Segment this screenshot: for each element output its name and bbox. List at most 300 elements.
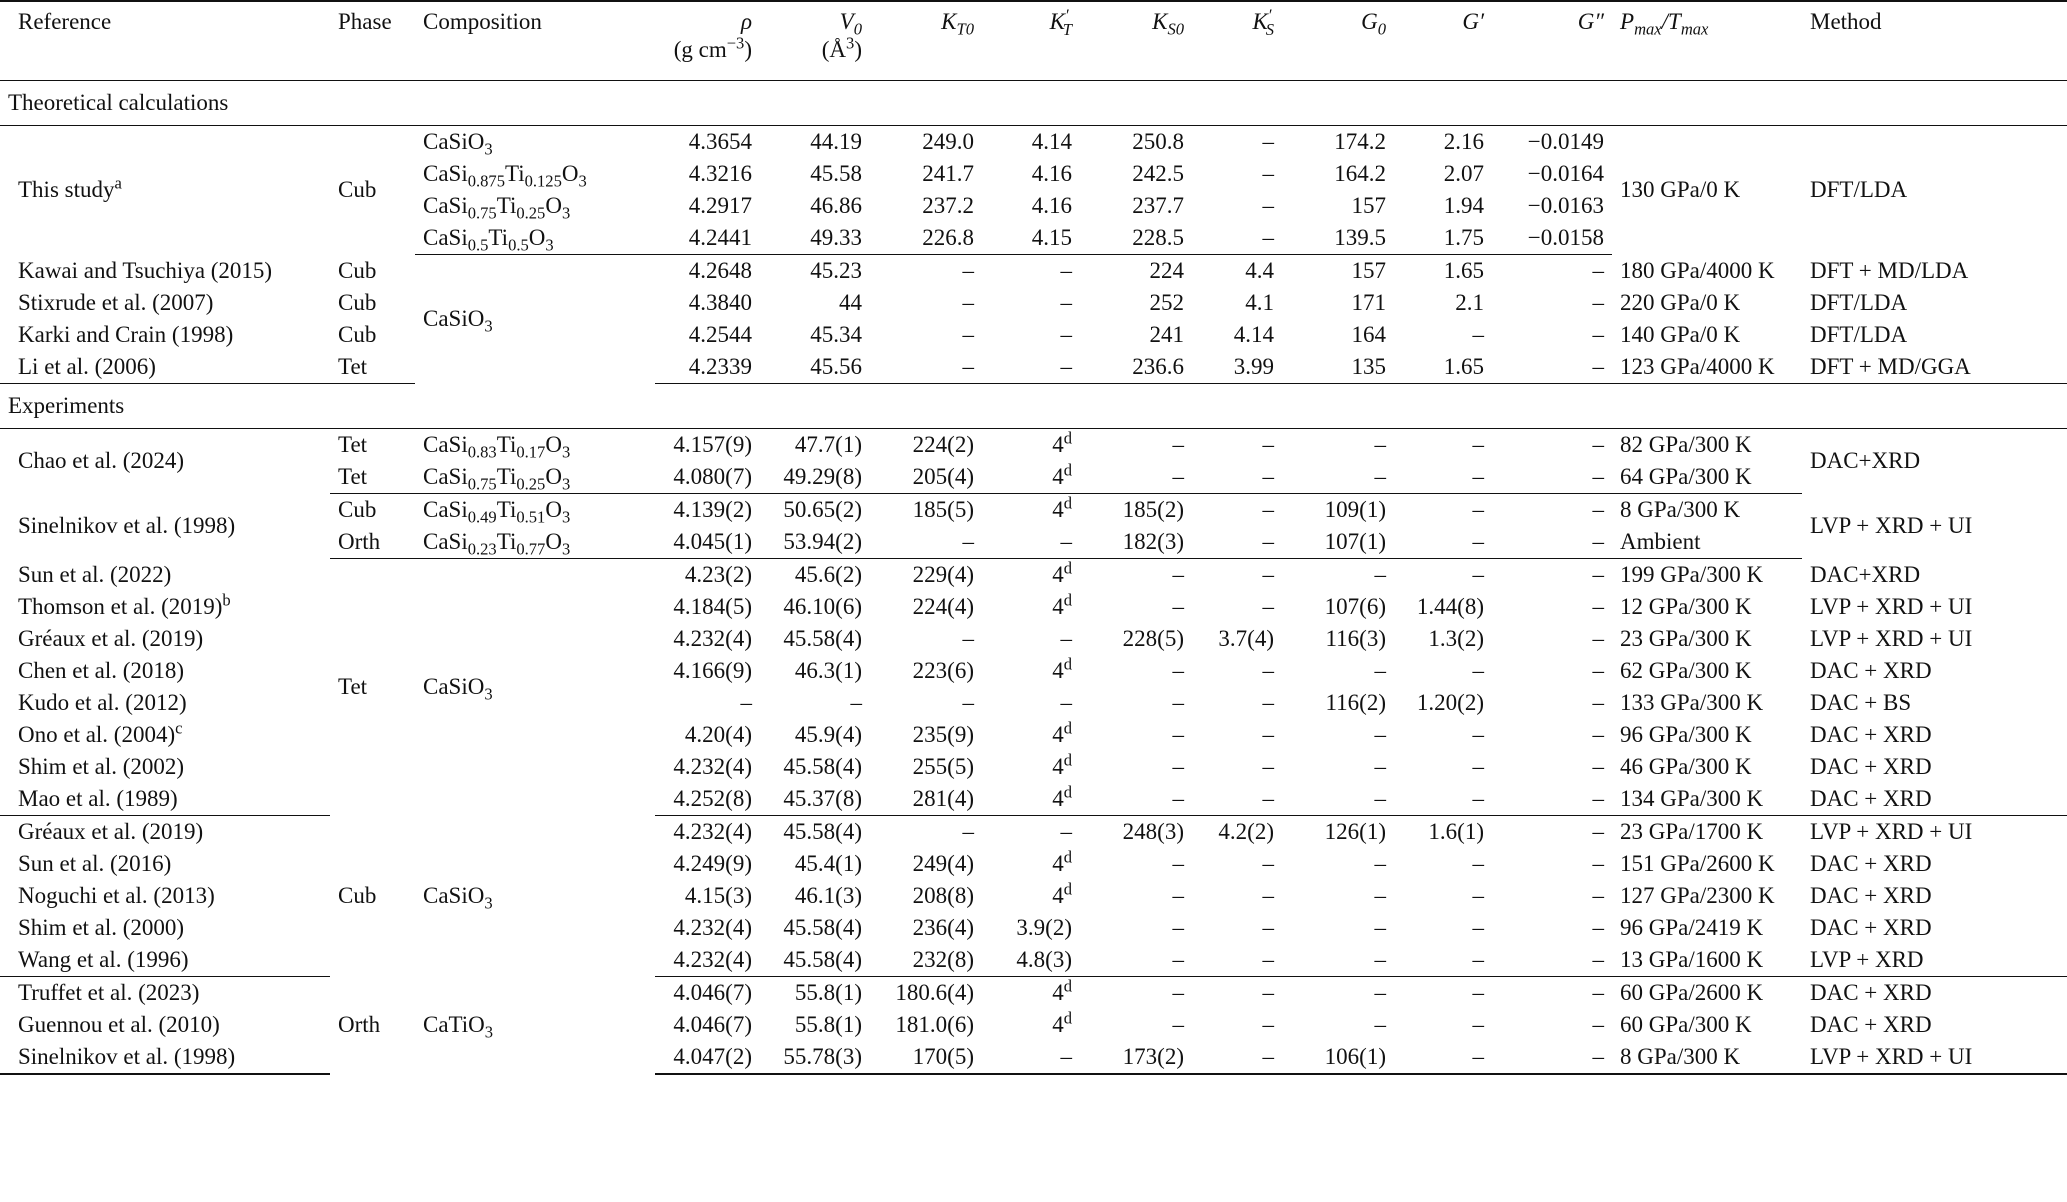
value-gp: –	[1472, 432, 1484, 457]
value-kt0: 185(5)	[912, 497, 974, 522]
value-rho: 4.3654	[688, 129, 752, 154]
method-cell: DFT/LDA	[1810, 177, 1908, 203]
pt-cell: 23 GPa/300 K	[1620, 626, 1752, 651]
value-gp: 1.44(8)	[1416, 594, 1484, 619]
reference-cell: This study$^a$	[18, 173, 122, 203]
value-rho: 4.166(9)	[673, 658, 752, 683]
composition-cell: $CaSi_{0.875}Ti_{0.125}O_3$	[423, 161, 587, 191]
pt-cell: Ambient	[1612, 526, 1802, 559]
table-row	[0, 494, 2067, 527]
reference-cell: Guennou et al. (2010)	[18, 1012, 220, 1037]
reference-cell: Stixrude et al. (2007)	[18, 290, 214, 315]
value-gp: –	[1472, 322, 1484, 347]
value-gp: 2.07	[1443, 161, 1484, 186]
value-kt0: 180.6(4)	[895, 980, 974, 1005]
value-v0: 46.1(3)	[794, 883, 862, 908]
value-gpp: –	[1492, 1041, 1612, 1074]
value-ksp: –	[1262, 754, 1274, 779]
value-kt0: 249.0	[922, 129, 974, 154]
value-ks0: –	[1172, 980, 1184, 1005]
value-gpp: −0.0149	[1527, 129, 1604, 154]
value-g0: –	[1374, 722, 1386, 747]
value-kt0: 249(4)	[912, 851, 974, 876]
value-kt0: –	[870, 351, 982, 384]
value-gpp: –	[1592, 851, 1604, 876]
value-ksp: –	[1262, 432, 1274, 457]
method-cell: DFT + MD/LDA	[1810, 257, 1969, 283]
value-ktp: 4$^d$	[1052, 590, 1072, 619]
value-ksp: –	[1192, 944, 1282, 977]
value-gp: –	[1472, 754, 1484, 779]
value-kt0: 181.0(6)	[895, 1012, 974, 1037]
value-v0: 55.8(1)	[794, 980, 862, 1005]
pt-cell: 8 GPa/300 K	[1620, 497, 1741, 522]
phase-cell: Tet	[338, 432, 368, 457]
value-g0: –	[1374, 883, 1386, 908]
table-row	[0, 783, 2067, 816]
composition-cell: CaTiO$_3$	[423, 1012, 494, 1042]
value-gpp: –	[1592, 322, 1604, 347]
pt-cell: 12 GPa/300 K	[1620, 594, 1752, 619]
table-row	[0, 559, 2067, 592]
phase-cell: Orth	[330, 526, 415, 559]
reference-cell: Thomson et al. $(2019)^b$	[18, 590, 231, 619]
method-cell: DAC + XRD	[1810, 915, 1932, 940]
pt-cell: 82 GPa/300 K	[1620, 432, 1752, 457]
value-g0: 164.2	[1334, 161, 1386, 186]
section-row	[0, 384, 2067, 429]
value-ksp: –	[1262, 1012, 1274, 1037]
value-g0: 109(1)	[1324, 497, 1386, 522]
value-gp: 2.1	[1455, 290, 1484, 315]
reference-cell: Gréaux et al. (2019)	[18, 626, 204, 651]
col-v0	[760, 1, 870, 81]
pt-cell: 220 GPa/0 K	[1620, 290, 1741, 315]
value-gpp: −0.0163	[1527, 193, 1604, 218]
value-rho: 4.3216	[688, 161, 752, 186]
value-ks0: 241	[1149, 322, 1184, 347]
reference-cell: Truffet et al. (2023)	[18, 980, 200, 1005]
reference-cell: Wang et al. (1996)	[0, 944, 330, 977]
table-row	[0, 126, 2067, 159]
value-rho: 4.2441	[655, 222, 760, 255]
value-gp: 1.65	[1443, 258, 1484, 283]
phase-cell: Cub	[338, 497, 377, 522]
value-gp: –	[1472, 851, 1484, 876]
pt-cell: 8 GPa/300 K	[1612, 1041, 1802, 1074]
value-v0: 46.3(1)	[794, 658, 862, 683]
value-v0: 46.10(6)	[783, 594, 862, 619]
pt-cell: 133 GPa/300 K	[1620, 690, 1764, 715]
value-v0: 55.78(3)	[760, 1041, 870, 1074]
value-kt0: 235(9)	[912, 722, 974, 747]
value-ks0: –	[1080, 944, 1192, 977]
value-ktp: 4$^d$	[1052, 718, 1072, 747]
value-gpp: –	[1592, 722, 1604, 747]
value-ksp: –	[1192, 526, 1282, 559]
value-kt0: –	[962, 690, 974, 715]
method-cell: DAC + XRD	[1810, 754, 1932, 779]
phase-cell: Tet	[330, 461, 415, 494]
value-v0: –	[850, 690, 862, 715]
reference-cell: Sun et al. (2016)	[18, 851, 172, 876]
value-ks0: –	[1172, 722, 1184, 747]
method-cell: LVP + XRD	[1802, 944, 2067, 977]
value-rho: 4.046(7)	[673, 980, 752, 1005]
value-ks0: –	[1172, 432, 1184, 457]
value-ktp: 4.15	[982, 222, 1080, 255]
method-cell: DAC + XRD	[1810, 658, 1932, 683]
col-gpp: G″	[1492, 1, 1612, 81]
value-rho: 4.2339	[655, 351, 760, 384]
col-gp: G′	[1394, 1, 1492, 81]
value-ksp: 3.99	[1192, 351, 1282, 384]
value-ks0: –	[1172, 851, 1184, 876]
table-row	[0, 655, 2067, 687]
value-gp: 1.3(2)	[1428, 626, 1484, 651]
value-rho: 4.080(7)	[655, 461, 760, 494]
value-gpp: –	[1592, 258, 1604, 283]
value-rho: 4.2917	[688, 193, 752, 218]
value-ksp: –	[1262, 497, 1274, 522]
value-kt0: 229(4)	[912, 562, 974, 587]
value-rho: 4.047(2)	[655, 1041, 760, 1074]
reference-cell: Li et al. (2006)	[0, 351, 330, 384]
value-rho: 4.232(4)	[655, 944, 760, 977]
value-gpp: −0.0164	[1527, 161, 1604, 186]
value-g0: 107(6)	[1324, 594, 1386, 619]
value-gpp: –	[1592, 883, 1604, 908]
table-header	[0, 1, 2067, 81]
value-ktp: 4$^d$	[1052, 558, 1072, 587]
value-ksp: –	[1262, 980, 1274, 1005]
value-gp: 2.16	[1443, 129, 1484, 154]
value-gp: –	[1472, 497, 1484, 522]
value-ktp: –	[1060, 290, 1072, 315]
value-gp: –	[1472, 883, 1484, 908]
value-ktp: 4$^d$	[982, 461, 1080, 494]
value-ks0: 185(2)	[1122, 497, 1184, 522]
value-g0: 164	[1351, 322, 1386, 347]
pt-cell: 127 GPa/2300 K	[1620, 883, 1775, 908]
value-ktp: 4.16	[1031, 193, 1072, 218]
value-rho: 4.046(7)	[673, 1012, 752, 1037]
value-g0: –	[1374, 432, 1386, 457]
value-ktp: 4$^d$	[1052, 493, 1072, 522]
value-gp: –	[1472, 1012, 1484, 1037]
value-gpp: –	[1492, 526, 1612, 559]
value-v0: 45.4(1)	[794, 851, 862, 876]
section-title: Theoretical calculations	[0, 81, 2067, 126]
value-gp: 1.20(2)	[1416, 690, 1484, 715]
col-ks0: $K_{S0}$	[1080, 1, 1192, 81]
value-gp: 1.6(1)	[1428, 819, 1484, 844]
value-ksp: 4.2(2)	[1218, 819, 1274, 844]
value-kt0: 232(8)	[870, 944, 982, 977]
value-ks0: 237.7	[1132, 193, 1184, 218]
value-kt0: 255(5)	[912, 754, 974, 779]
value-rho: 4.20(4)	[684, 722, 752, 747]
reference-cell: Shim et al. (2002)	[18, 754, 185, 779]
value-ktp: 4.14	[1031, 129, 1072, 154]
value-gpp: –	[1592, 497, 1604, 522]
value-ksp: –	[1262, 594, 1274, 619]
phase-cell: Tet	[338, 674, 368, 700]
value-g0: 106(1)	[1282, 1041, 1394, 1074]
value-ktp: –	[1060, 258, 1072, 283]
value-ktp: –	[982, 1041, 1080, 1074]
value-ktp: 4.16	[1031, 161, 1072, 186]
value-ks0: –	[1172, 1012, 1184, 1037]
value-g0: 116(2)	[1325, 690, 1386, 715]
value-rho: –	[740, 690, 752, 715]
value-kt0: 237.2	[922, 193, 974, 218]
value-g0: 126(1)	[1324, 819, 1386, 844]
table-row	[0, 1009, 2067, 1041]
col-reference: Reference	[0, 1, 330, 81]
phase-cell: Orth	[338, 1012, 381, 1038]
table-row	[0, 351, 2067, 384]
value-ksp: –	[1262, 690, 1274, 715]
value-gp: –	[1472, 562, 1484, 587]
value-gp: 1.65	[1394, 351, 1492, 384]
table-body	[0, 81, 2067, 1075]
pt-cell: 199 GPa/300 K	[1620, 562, 1764, 587]
value-ks0: –	[1172, 562, 1184, 587]
col-method: Method	[1802, 1, 2067, 81]
value-kt0: 205(4)	[870, 461, 982, 494]
reference-cell: Chao et al. (2024)	[18, 448, 185, 474]
value-ktp: –	[982, 526, 1080, 559]
value-ksp: –	[1262, 658, 1274, 683]
composition-cell: $CaSi_{0.75}Ti_{0.25}O_3$	[423, 193, 571, 223]
value-kt0: –	[870, 526, 982, 559]
reference-cell: Sinelnikov et al. (1998)	[18, 513, 236, 538]
value-ksp: –	[1262, 851, 1274, 876]
value-gpp: –	[1492, 783, 1612, 816]
value-rho: 4.232(4)	[673, 754, 752, 779]
value-g0: 139.5	[1282, 222, 1394, 255]
composition-cell: CaSiO$_3$	[423, 883, 493, 913]
composition-cell: $CaSi_{0.83}Ti_{0.17}O_3$	[423, 432, 571, 462]
value-gpp: –	[1592, 915, 1604, 940]
value-v0: 45.58(4)	[760, 944, 870, 977]
reference-cell: Sun et al. (2022)	[18, 561, 172, 587]
value-ks0: –	[1172, 690, 1184, 715]
phase-cell: Cub	[338, 257, 377, 283]
value-ksp: 4.4	[1245, 258, 1274, 283]
value-v0: 45.58(4)	[783, 626, 862, 651]
value-v0: 44.19	[810, 129, 862, 154]
table-row	[0, 977, 2067, 1010]
value-rho: 4.249(9)	[673, 851, 752, 876]
value-kt0: 236(4)	[912, 915, 974, 940]
composition-cell: CaSiO$_3$	[423, 306, 493, 336]
method-cell: DAC + XRD	[1810, 722, 1932, 747]
method-cell: DFT/LDA	[1810, 290, 1908, 315]
value-ks0: 182(3)	[1080, 526, 1192, 559]
value-gp: –	[1394, 461, 1492, 494]
value-g0: 107(1)	[1282, 526, 1394, 559]
col-ktp: $K'_T$	[982, 1, 1080, 81]
col-v0-unit: $(Å^3)$	[821, 33, 862, 62]
table-row	[0, 912, 2067, 944]
col-kt0: $K_{T0}$	[870, 1, 982, 81]
value-rho: 4.139(2)	[673, 497, 752, 522]
value-rho: 4.2544	[688, 322, 752, 347]
value-kt0: 224(4)	[912, 594, 974, 619]
value-gp: –	[1472, 722, 1484, 747]
value-ksp: 4.1	[1245, 290, 1274, 315]
table-row	[0, 687, 2067, 719]
value-v0: 47.7(1)	[794, 432, 862, 457]
value-ks0: 228(5)	[1122, 626, 1184, 651]
value-ksp: –	[1262, 915, 1274, 940]
phase-cell: Cub	[338, 290, 377, 315]
col-v0-symbol: $V_0$	[839, 9, 862, 39]
value-kt0: –	[962, 258, 974, 283]
method-cell: DAC + XRD	[1810, 980, 1932, 1005]
value-gpp: –	[1592, 594, 1604, 619]
pt-cell: 23 GPa/1700 K	[1620, 819, 1764, 844]
value-g0: 157	[1351, 258, 1386, 283]
value-kt0: 281(4)	[870, 783, 982, 816]
value-kt0: –	[962, 322, 974, 347]
value-rho: 4.2648	[688, 258, 752, 283]
pt-cell: 60 GPa/2600 K	[1620, 980, 1764, 1005]
method-cell: DAC + XRD	[1810, 883, 1932, 908]
value-v0: 45.58(4)	[783, 754, 862, 779]
pt-cell: 123 GPa/4000 K	[1612, 351, 1802, 384]
value-ks0: –	[1172, 754, 1184, 779]
value-ktp: 4$^d$	[1052, 1008, 1072, 1037]
col-rho-unit: (g $cm^{-3}$)	[673, 33, 752, 62]
value-ktp: 4$^d$	[982, 783, 1080, 816]
value-v0: 55.8(1)	[794, 1012, 862, 1037]
method-cell: DFT + MD/GGA	[1802, 351, 2067, 384]
value-gpp: –	[1592, 626, 1604, 651]
value-ks0: 242.5	[1132, 161, 1184, 186]
table-row	[0, 319, 2067, 351]
value-gpp: –	[1592, 1012, 1604, 1037]
value-ks0: 173(2)	[1080, 1041, 1192, 1074]
value-g0: –	[1374, 1012, 1386, 1037]
value-gp: –	[1472, 658, 1484, 683]
value-gpp: –	[1492, 461, 1612, 494]
value-rho: 4.184(5)	[673, 594, 752, 619]
value-ks0: 224	[1149, 258, 1184, 283]
composition-cell: CaSiO$_3$	[423, 674, 493, 704]
value-gp: –	[1394, 944, 1492, 977]
reference-cell: Kudo et al. (2012)	[18, 690, 187, 715]
pt-cell: 180 GPa/4000 K	[1620, 257, 1775, 283]
col-ksp: $K'_S$	[1192, 1, 1282, 81]
composition-cell: $CaSi_{0.5}Ti_{0.5}O_3$	[415, 222, 655, 255]
method-cell: LVP + XRD + UI	[1810, 626, 1973, 651]
value-g0: 157	[1351, 193, 1386, 218]
composition-cell: $CaSi_{0.49}Ti_{0.51}O_3$	[423, 497, 571, 527]
value-ktp: –	[1060, 819, 1072, 844]
value-v0: 45.9(4)	[794, 722, 862, 747]
value-gpp: –	[1592, 980, 1604, 1005]
value-gp: –	[1394, 783, 1492, 816]
reference-cell: Noguchi et al. (2013)	[18, 883, 215, 908]
value-g0: –	[1282, 783, 1394, 816]
value-rho: 4.232(4)	[673, 819, 752, 844]
value-rho: 4.157(9)	[673, 432, 752, 457]
value-g0: –	[1374, 851, 1386, 876]
value-gpp: –	[1592, 432, 1604, 457]
value-ks0: –	[1172, 915, 1184, 940]
value-ksp: –	[1262, 161, 1274, 186]
method-cell: DAC + XRD	[1810, 851, 1932, 876]
method-cell: LVP + XRD + UI	[1802, 1041, 2067, 1074]
pt-cell: 13 GPa/1600 K	[1612, 944, 1802, 977]
value-kt0: –	[962, 626, 974, 651]
value-kt0: 241.7	[922, 161, 974, 186]
section-row	[0, 81, 2067, 126]
table-row	[0, 287, 2067, 319]
reference-cell: Mao et al. (1989)	[0, 783, 330, 816]
value-g0: –	[1374, 915, 1386, 940]
value-kt0: –	[962, 819, 974, 844]
value-gpp: –	[1592, 819, 1604, 844]
value-v0: 45.37(8)	[760, 783, 870, 816]
value-gp: 1.94	[1443, 193, 1484, 218]
value-g0: 116(3)	[1325, 626, 1386, 651]
col-composition: Composition	[415, 1, 655, 81]
value-g0: 171	[1351, 290, 1386, 315]
composition-cell: CaSiO$_3$	[423, 129, 493, 159]
table-row	[0, 848, 2067, 880]
value-ks0: –	[1080, 461, 1192, 494]
phase-cell: Cub	[338, 883, 377, 908]
value-ksp: –	[1262, 883, 1274, 908]
value-ktp: –	[982, 351, 1080, 384]
value-ksp: –	[1192, 222, 1282, 255]
value-v0: 45.34	[810, 322, 862, 347]
value-v0: 45.58(4)	[783, 915, 862, 940]
value-rho: 4.252(8)	[655, 783, 760, 816]
value-v0: 49.29(8)	[760, 461, 870, 494]
phase-cell: Cub	[338, 322, 377, 347]
value-gp: –	[1394, 1041, 1492, 1074]
value-v0: 45.58	[810, 161, 862, 186]
composition-cell: $CaSi_{0.75}Ti_{0.25}O_3$	[415, 461, 655, 494]
value-ksp: –	[1262, 129, 1274, 154]
value-ktp: 4$^d$	[1052, 654, 1072, 683]
value-ksp: –	[1262, 722, 1274, 747]
table-row	[0, 1041, 2067, 1074]
value-ks0: 250.8	[1132, 129, 1184, 154]
value-kt0: 224(2)	[912, 432, 974, 457]
value-rho: 4.232(4)	[673, 626, 752, 651]
value-g0: –	[1374, 658, 1386, 683]
value-ktp: 4$^d$	[1052, 976, 1072, 1005]
value-gpp: –	[1592, 690, 1604, 715]
col-rho-symbol: ρ	[740, 9, 752, 34]
table-row	[0, 255, 2067, 288]
pt-cell: 64 GPa/300 K	[1612, 461, 1802, 494]
value-rho: 4.232(4)	[673, 915, 752, 940]
phase-cell: Cub	[338, 177, 377, 203]
value-g0: –	[1282, 461, 1394, 494]
value-ks0: –	[1172, 883, 1184, 908]
value-ktp: –	[1060, 322, 1072, 347]
value-kt0: 208(8)	[912, 883, 974, 908]
value-ks0: 252	[1149, 290, 1184, 315]
value-ksp: 3.7(4)	[1218, 626, 1274, 651]
